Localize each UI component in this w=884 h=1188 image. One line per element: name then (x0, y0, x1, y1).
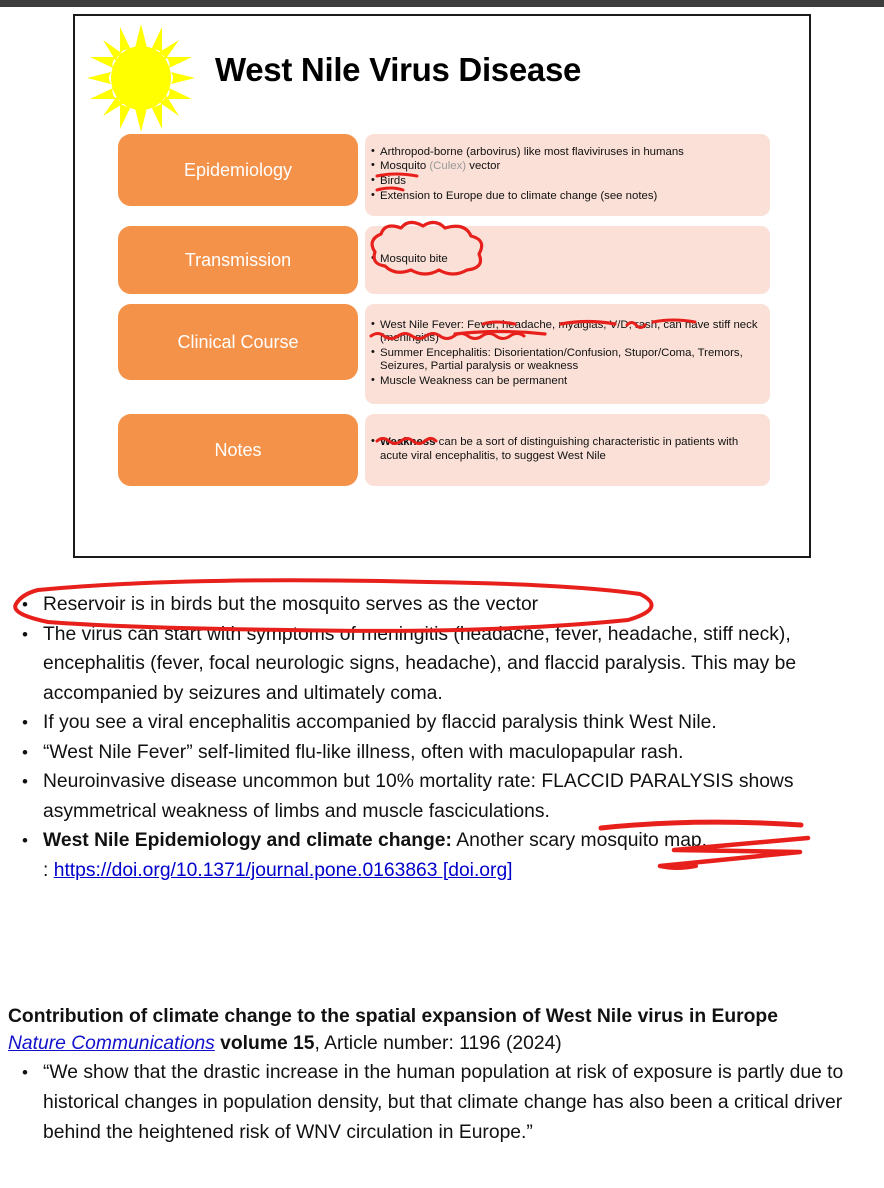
list-item (371, 436, 762, 463)
bullet-list (371, 319, 762, 390)
bullet-text-tail: vector (466, 160, 501, 173)
bullet-text: Mosquito (380, 160, 430, 173)
row-label-text: Clinical Course (177, 331, 299, 352)
row-body-clinical-course (365, 304, 770, 404)
row-label-text: Notes (214, 439, 262, 460)
list-item (0, 767, 884, 826)
body-bullet-list (0, 590, 884, 885)
bullet-text: Arthropod-borne (arbovirus) like most flaviviruses in humans (380, 145, 684, 158)
list-item (371, 160, 762, 174)
bullet-text: Mosquito bite (380, 252, 448, 265)
list-item (0, 1058, 884, 1148)
row-label-text: Transmission (184, 249, 292, 270)
top-window-bar (0, 0, 884, 7)
citation-quote-text: “We show that the drastic increase in the human population at risk of exposure is partly due to historical changes in population density, but that climate change has also been a critical driver behind the heightened risk of WNV circulation in Europe.” (43, 1062, 844, 1143)
citation-quote-list (0, 1058, 884, 1148)
sun-icon (85, 22, 197, 134)
list-item (371, 175, 762, 189)
list-item (0, 590, 884, 620)
slide-rows (75, 134, 809, 496)
citation-block (0, 1003, 884, 1148)
citation-volume: volume 15 (214, 1033, 315, 1054)
body-bullet-text: Neuroinvasive disease uncommon but 10% mortality rate: FLACCID PARALYSIS shows asymmetrical weakness of limbs and muscle fasciculations. (43, 771, 794, 822)
bullet-text-bold: Weakness (380, 435, 436, 448)
page-title: West Nile Virus Disease (215, 51, 582, 88)
bullet-text: Muscle Weakness can be permanent (380, 374, 568, 387)
bullet-list (371, 436, 762, 464)
row-label-text: Epidemiology (183, 159, 293, 180)
list-item (371, 190, 762, 204)
body-bullet-text: Reservoir is in birds but the mosquito serves as the vector (43, 594, 539, 615)
row-label-clinical-course (118, 304, 358, 380)
slide-frame (73, 14, 811, 558)
bullet-text: can be a sort of distinguishing characteristic in patients with acute viral encephalitis, to suggest West Nile (380, 435, 739, 462)
table-row (75, 226, 809, 294)
body-bullet-bold-lead: West Nile Epidemiology and climate change: (43, 830, 452, 851)
body-bullet-text: Another scary mosquito map, (451, 830, 707, 851)
citation-title: Contribution of climate change to the spatial expansion of West Nile virus in Europe (8, 1006, 778, 1027)
list-item (371, 347, 762, 374)
table-row (75, 414, 809, 486)
table-row (75, 304, 809, 404)
bullet-text: Birds (380, 175, 406, 187)
list-item (371, 253, 762, 267)
body-bullet-text: “West Nile Fever” self-limited flu-like illness, often with maculopapular rash. (43, 741, 684, 763)
link-prefix: : (43, 859, 54, 881)
list-item-epidemiology-link (0, 826, 884, 885)
annotation-circle-mosquito-bite (361, 218, 511, 280)
row-body-transmission (365, 226, 770, 294)
list-item (0, 620, 884, 709)
body-bullet-text: The virus can start with symptoms of meningitis (headache, fever, headache, stiff neck), encephalitis (fever, focal neurologic signs, headache), and flaccid paralysis. This may be accompanied by seizures and ultimately coma. (43, 623, 797, 704)
bullet-list (371, 253, 762, 268)
row-body-notes (365, 414, 770, 486)
list-item (0, 738, 884, 768)
bullet-text-muted: (Culex) (429, 160, 467, 173)
row-label-notes (118, 414, 358, 486)
list-item (0, 708, 884, 738)
list-item (371, 146, 762, 160)
body-text-block (0, 590, 884, 885)
table-row (75, 134, 809, 216)
row-body-epidemiology (365, 134, 770, 216)
row-label-epidemiology (118, 134, 358, 206)
bullet-text: Extension to Europe due to climate change (see notes) (380, 189, 658, 202)
list-item (371, 319, 762, 346)
journal-link[interactable]: Nature Communications (8, 1033, 215, 1054)
citation-article-number: , Article number: 1196 (2024) (314, 1033, 562, 1054)
bullet-text: Summer Encephalitis: Disorientation/Confusion, Stupor/Coma, Tremors, Seizures, Partial paralysis or weakness (380, 346, 743, 373)
slide-header (75, 16, 809, 134)
list-item (371, 375, 762, 389)
body-bullet-text: If you see a viral encephalitis accompanied by flaccid paralysis think West Nile. (43, 712, 717, 733)
bullet-list (371, 146, 762, 204)
row-label-transmission (118, 226, 358, 294)
citation-meta (0, 1030, 884, 1058)
bullet-text: West Nile Fever: Fever, headache, myalgias, V/D, rash, can have stiff neck (meningitis) (380, 318, 758, 345)
doi-link[interactable]: https://doi.org/10.1371/journal.pone.0163863 [doi.org] (53, 859, 513, 881)
